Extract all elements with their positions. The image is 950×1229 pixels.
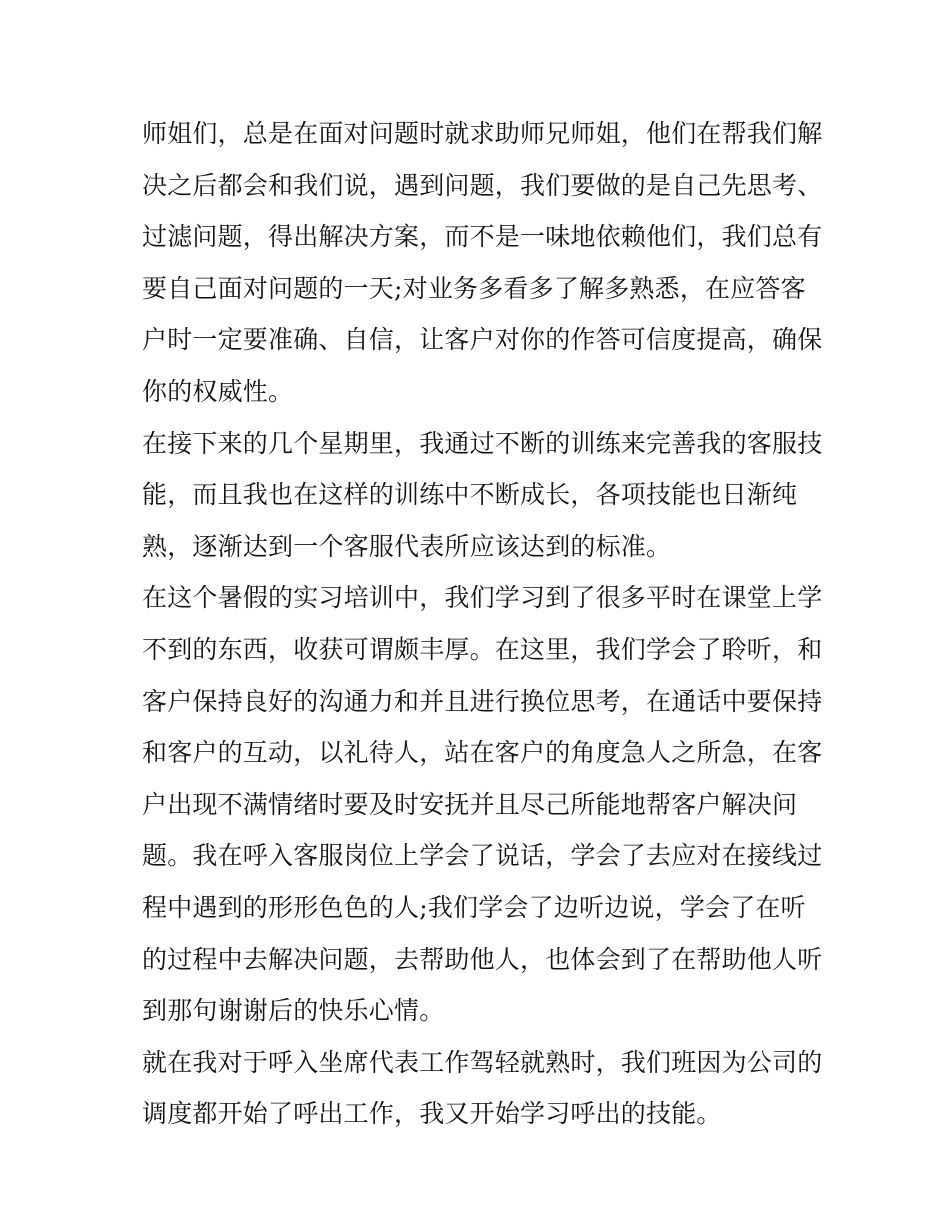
- document-body: [142, 108, 823, 1140]
- text-line: 的过程中去解决问题，去帮助他人，也体会到了在帮助他人听: [142, 944, 823, 974]
- paragraph-3: [142, 572, 823, 1036]
- text-line: 要自己面对问题的一天;对业务多看多了解多熟悉，在应答客: [142, 273, 806, 303]
- text-line: 决之后都会和我们说，遇到问题，我们要做的是自己先思考、: [142, 170, 823, 200]
- text-line: 调度都开始了呼出工作，我又开始学习呼出的技能。: [142, 1099, 722, 1129]
- text-line: 师姐们，总是在面对问题时就求助师兄师姐，他们在帮我们解: [142, 119, 823, 148]
- text-line: 熟，逐渐达到一个客服代表所应该达到的标准。: [142, 531, 672, 561]
- text-line: 能，而且我也在这样的训练中不断成长，各项技能也日渐纯: [142, 480, 798, 510]
- text-line: 题。我在呼入客服岗位上学会了说话，学会了去应对在接线过: [142, 841, 823, 871]
- paragraph-1: [142, 108, 823, 418]
- text-line: 就在我对于呼入坐席代表工作驾轻就熟时，我们班因为公司的: [142, 1047, 823, 1077]
- paragraph-4: [142, 1037, 823, 1140]
- text-line: 户时一定要准确、自信，让客户对你的作答可信度提高，确保: [142, 325, 823, 355]
- text-line: 程中遇到的形形色色的人;我们学会了边听边说，学会了在听: [142, 892, 806, 922]
- text-line: 在这个暑假的实习培训中，我们学习到了很多平时在课堂上学: [142, 583, 823, 613]
- text-line: 过滤问题，得出解决方案，而不是一味地依赖他们，我们总有: [142, 222, 823, 252]
- paragraph-2: [142, 418, 823, 573]
- text-line: 和客户的互动，以礼待人，站在客户的角度急人之所急，在客: [142, 738, 823, 768]
- text-line: 不到的东西，收获可谓颇丰厚。在这里，我们学会了聆听，和: [142, 634, 823, 664]
- text-line: 在接下来的几个星期里，我通过不断的训练来完善我的客服技: [142, 428, 823, 458]
- text-line: 到那句谢谢后的快乐心情。: [142, 996, 445, 1026]
- text-line: 你的权威性。: [142, 376, 294, 406]
- text-line: 客户保持良好的沟通力和并且进行换位思考，在通话中要保持: [142, 686, 823, 716]
- text-line: 户出现不满情绪时要及时安抚并且尽己所能地帮客户解决问: [142, 789, 798, 819]
